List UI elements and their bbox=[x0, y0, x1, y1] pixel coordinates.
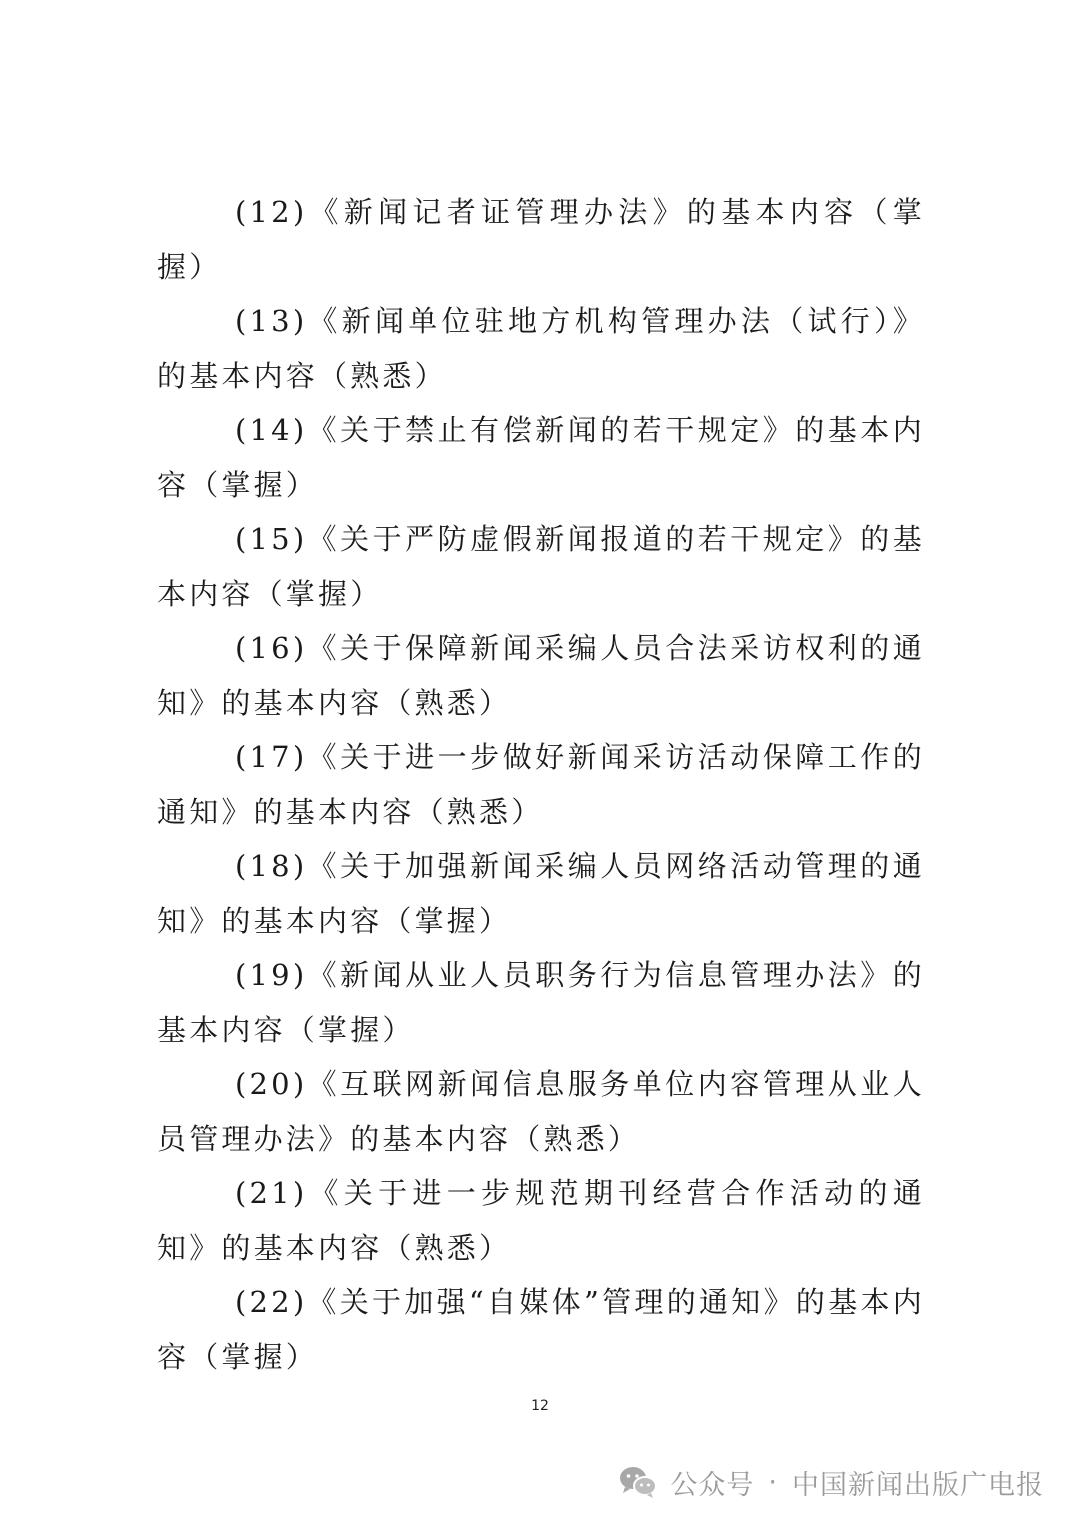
list-item: (21)《关于进一步规范期刊经营合作活动的通知》的基本内容（熟悉） bbox=[157, 1176, 925, 1265]
list-item: (19)《新闻从业人员职务行为信息管理办法》的基本内容（掌握） bbox=[157, 958, 925, 1047]
list-item: (22)《关于加强“自媒体”管理的通知》的基本内容（掌握） bbox=[157, 1285, 925, 1374]
watermark-separator: · bbox=[768, 1466, 778, 1498]
wechat-icon bbox=[618, 1464, 658, 1500]
list-item: (14)《关于禁止有偿新闻的若干规定》的基本内容（掌握） bbox=[157, 413, 925, 502]
list-item: (13)《新闻单位驻地方机构管理办法（试行）》的基本内容（熟悉） bbox=[157, 304, 925, 393]
watermark-label: 公众号 bbox=[670, 1469, 755, 1501]
list-item: (12)《新闻记者证管理办法》的基本内容（掌握） bbox=[157, 195, 925, 284]
list-item: (16)《关于保障新闻采编人员合法采访权利的通知》的基本内容（熟悉） bbox=[157, 631, 925, 720]
list-item: (15)《关于严防虚假新闻报道的若干规定》的基本内容（掌握） bbox=[157, 522, 925, 611]
list-item: (20)《互联网新闻信息服务单位内容管理从业人员管理办法》的基本内容（熟悉） bbox=[157, 1067, 925, 1156]
list-item: (18)《关于加强新闻采编人员网络活动管理的通知》的基本内容（掌握） bbox=[157, 849, 925, 938]
account-watermark bbox=[618, 1462, 1044, 1502]
watermark-account-name: 中国新闻出版广电报 bbox=[792, 1469, 1044, 1501]
page-number: 12 bbox=[531, 1398, 549, 1414]
list-item: (17)《关于进一步做好新闻采访活动保障工作的通知》的基本内容（熟悉） bbox=[157, 740, 925, 829]
document-body bbox=[157, 185, 925, 1384]
